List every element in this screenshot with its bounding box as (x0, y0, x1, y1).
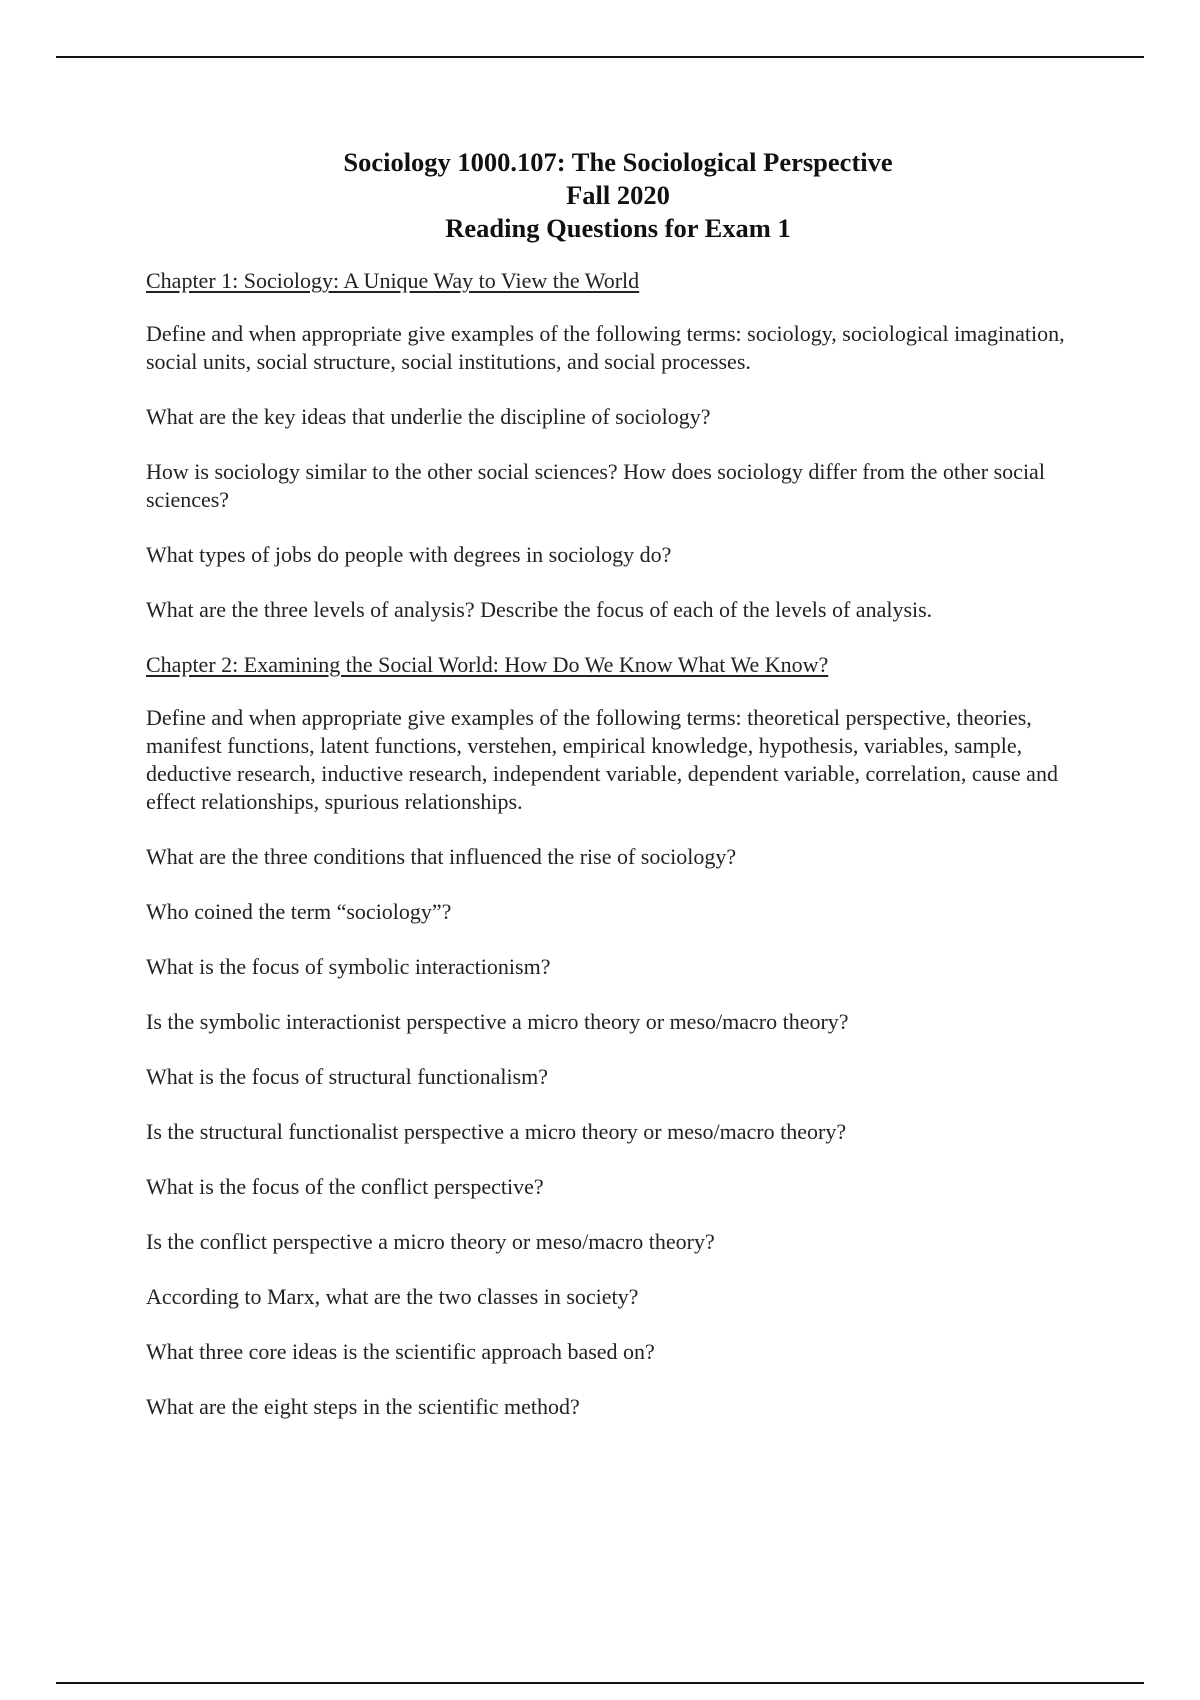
top-rule (56, 56, 1144, 58)
question-item: Is the structural functionalist perspective a micro theory or meso/macro theory? (146, 1119, 847, 1144)
bottom-rule (56, 1682, 1144, 1684)
question-item: What is the focus of symbolic interactionism? (146, 954, 551, 979)
chapter-1-heading: Chapter 1: Sociology: A Unique Way to View the World (146, 268, 640, 293)
question-item: Define and when appropriate give examples of the following terms: sociology, sociological imagination, social units, social structure, social institutions, and social processes. (146, 321, 1065, 374)
question-item: What is the focus of structural functionalism? (146, 1064, 548, 1089)
question-item: Who coined the term “sociology”? (146, 899, 452, 924)
course-title: Sociology 1000.107: The Sociological Perspective (343, 147, 893, 177)
question-item: According to Marx, what are the two classes in society? (146, 1284, 639, 1309)
question-item: What three core ideas is the scientific approach based on? (146, 1339, 655, 1364)
question-item: Is the symbolic interactionist perspective a micro theory or meso/macro theory? (146, 1009, 849, 1034)
question-item: What types of jobs do people with degrees in sociology do? (146, 542, 672, 567)
document-title (146, 146, 1090, 245)
chapter-2-section (146, 651, 1090, 1421)
chapter-2-heading: Chapter 2: Examining the Social World: How Do We Know What We Know? (146, 652, 829, 677)
exam-title: Reading Questions for Exam 1 (445, 213, 791, 243)
question-item: Define and when appropriate give examples of the following terms: theoretical perspective, theories, manifest functions, latent functions, verstehen, empirical knowledge, hypothesis, variables, sample, deductive research, inductive research, independent variable, dependent variable, correlation, cause and effect relationships, spurious relationships. (146, 705, 1058, 814)
chapter-1-section (146, 267, 1090, 624)
question-item: What are the eight steps in the scientific method? (146, 1394, 580, 1419)
question-item: What are the key ideas that underlie the discipline of sociology? (146, 404, 711, 429)
document-page (146, 146, 1090, 1448)
question-item: What are the three conditions that influenced the rise of sociology? (146, 844, 737, 869)
question-item: Is the conflict perspective a micro theory or meso/macro theory? (146, 1229, 715, 1254)
question-item: How is sociology similar to the other social sciences? How does sociology differ from the other social sciences? (146, 459, 1045, 512)
term-label: Fall 2020 (566, 180, 670, 210)
question-item: What are the three levels of analysis? Describe the focus of each of the levels of analysis. (146, 597, 933, 622)
question-item: What is the focus of the conflict perspective? (146, 1174, 544, 1199)
